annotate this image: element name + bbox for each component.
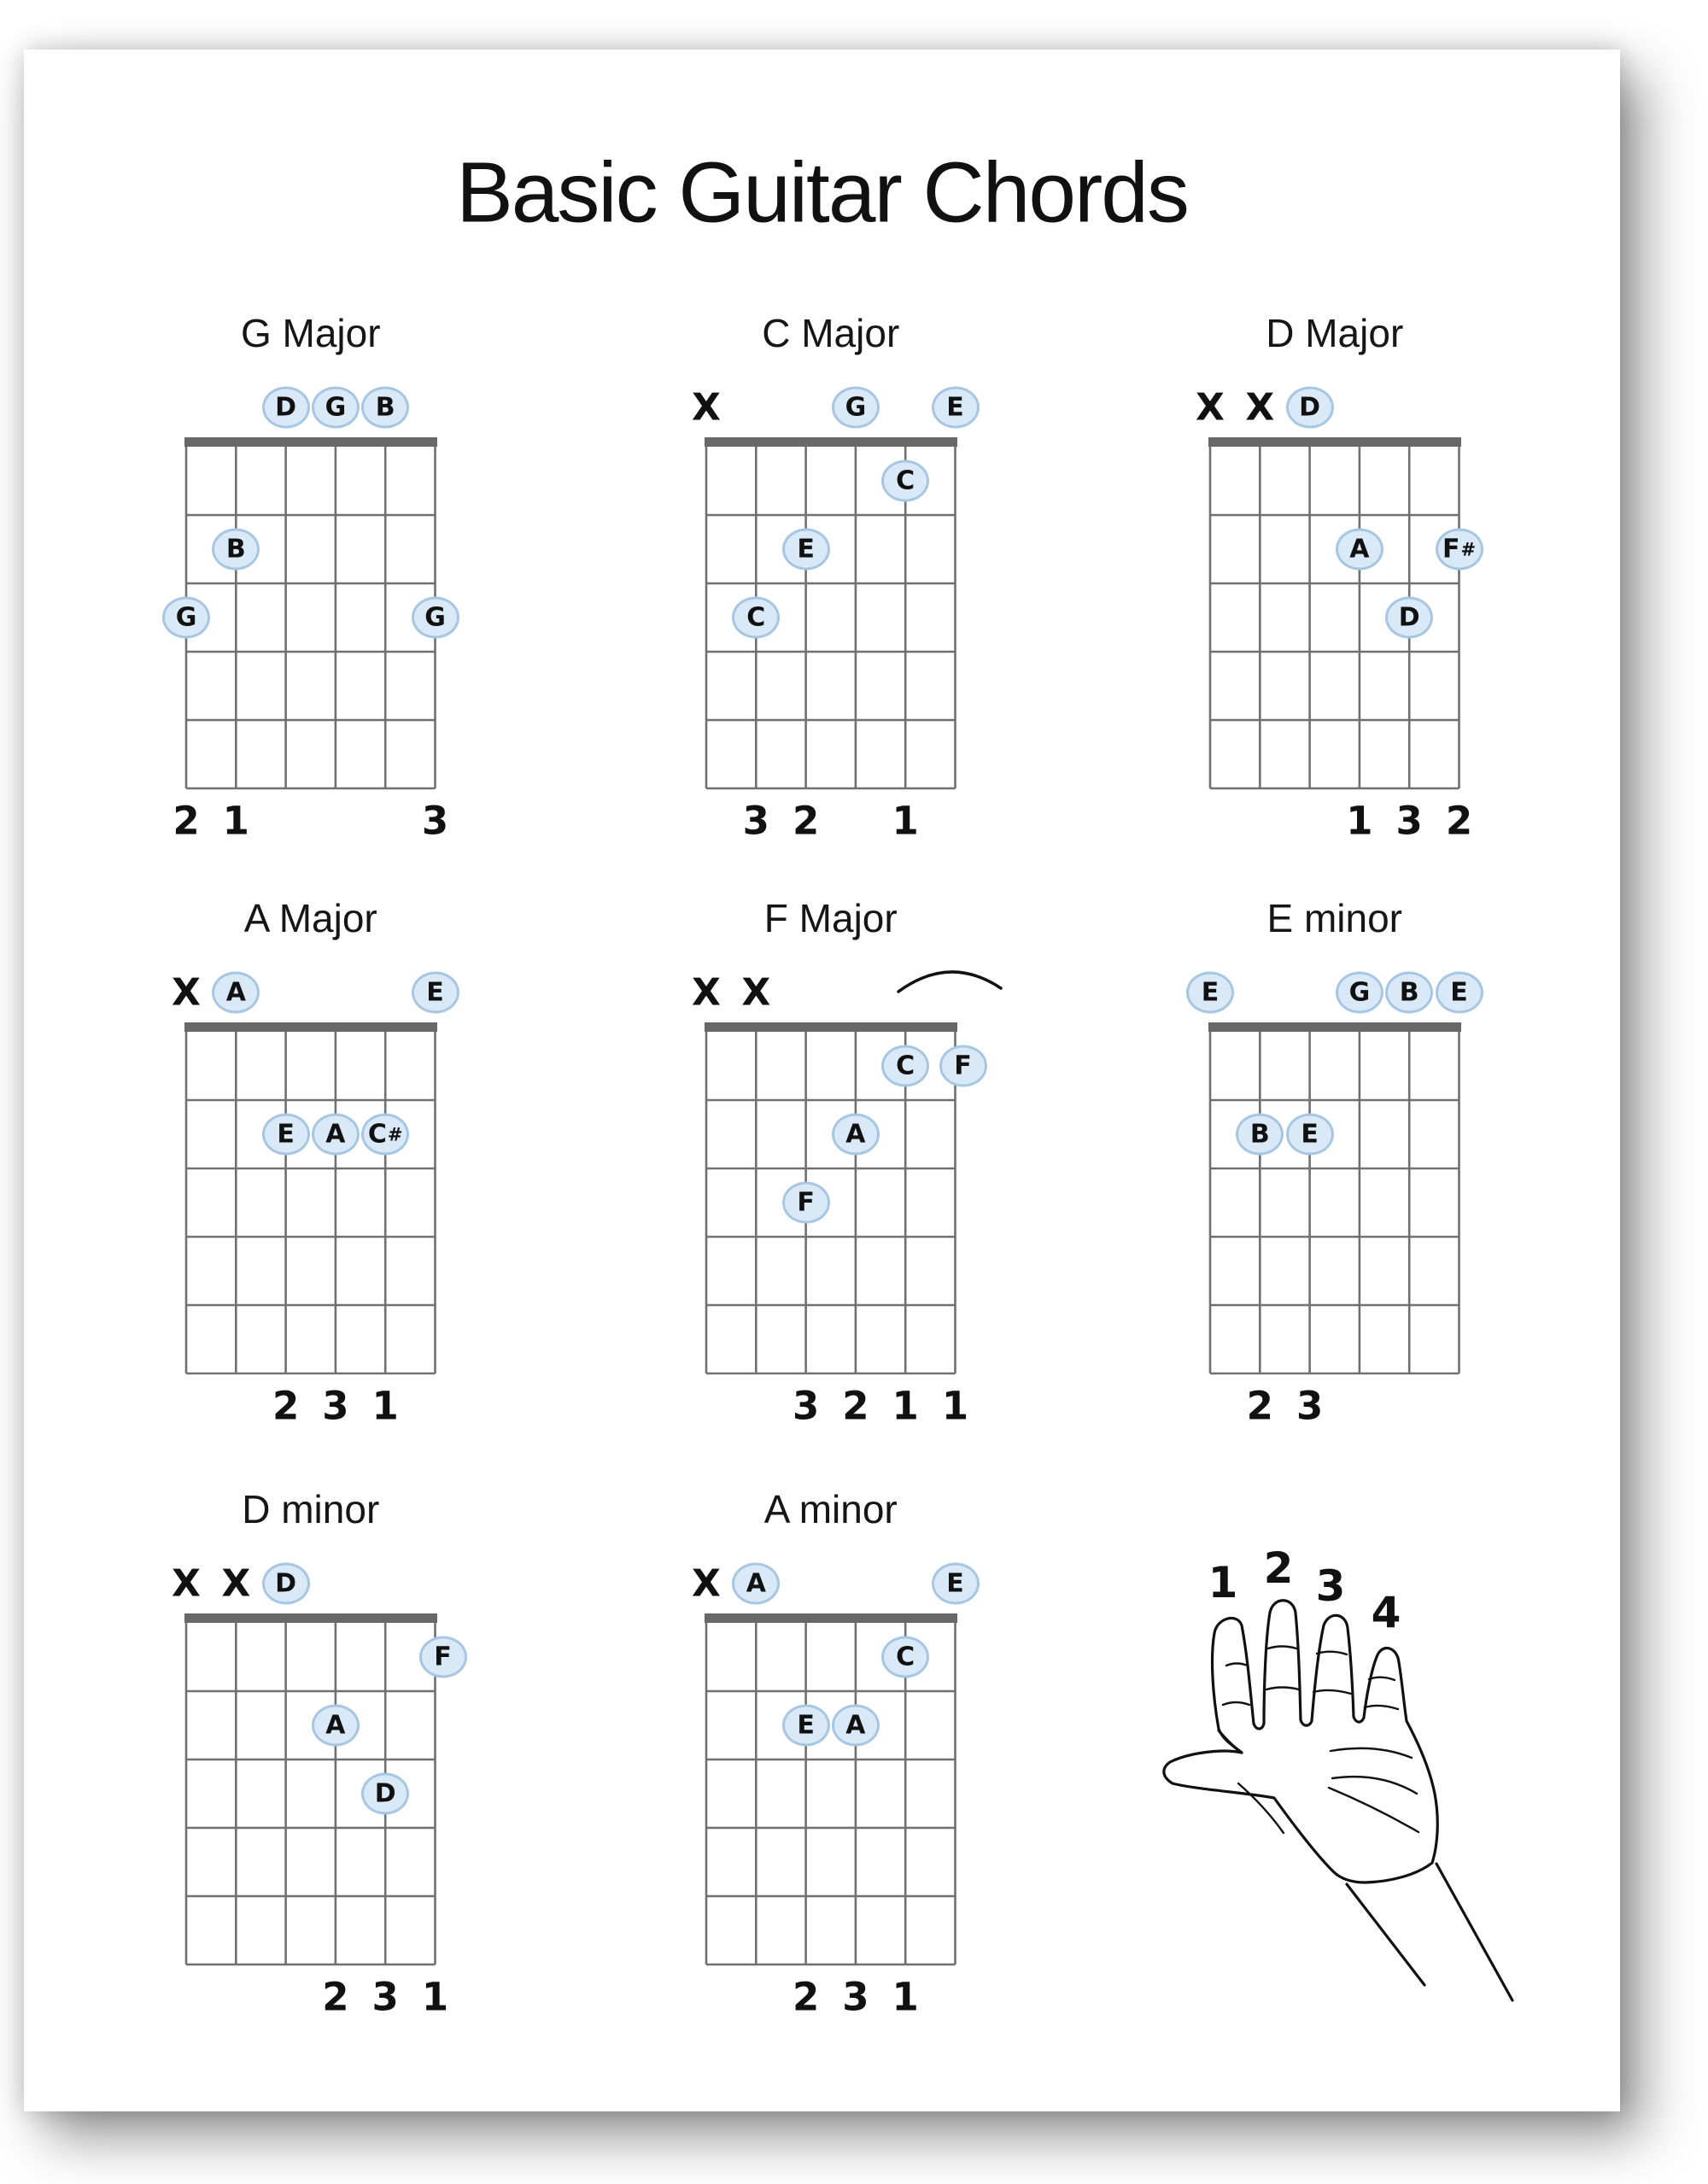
finger-number-label-2: 2 [1263,1543,1294,1593]
open-note-circle: D [1286,387,1334,429]
fretted-note-circle: G [162,597,210,639]
finger-number-label-1: 1 [1208,1558,1238,1607]
open-note-circle: A [732,1563,780,1605]
fret-grid [184,1022,437,1376]
fretted-note-circle: B [1236,1114,1284,1156]
fretted-note-circle: A [832,1114,880,1156]
muted-string-x: X [692,1561,721,1606]
chord-title: G Major [240,311,381,355]
fretted-note-circle: C [732,597,780,639]
open-note-circle: G [312,387,360,429]
muted-string-x: X [221,1561,251,1606]
finger-number: 3 [742,798,769,844]
open-note-circle: E [932,1563,980,1605]
finger-number: 2 [792,798,820,844]
muted-string-x: X [172,1561,201,1606]
open-note-circle: E [412,972,459,1014]
fret-grid-svg [1208,1022,1461,1376]
fretted-note-circle: A [312,1114,360,1156]
muted-string-x: X [172,970,201,1015]
fretted-note-circle: D [1385,597,1433,639]
open-note-circle: E [932,387,980,429]
fretted-note-circle: F # [1436,529,1483,571]
finger-number: 1 [421,1974,449,2020]
fretted-note-circle: D [361,1773,409,1815]
fretted-note-circle: C [881,460,929,502]
chord-title: D minor [242,1487,380,1531]
finger-number: 2 [1246,1383,1273,1429]
open-note-circle: G [1336,972,1383,1014]
fretted-note-circle: F [419,1637,467,1678]
finger-number: 1 [222,798,249,844]
finger-number: 1 [892,1383,919,1429]
barre-arc [895,952,1006,997]
finger-number: 1 [941,1383,969,1429]
finger-number: 3 [421,798,449,844]
finger-number: 2 [842,1383,869,1429]
muted-string-x: X [692,385,721,430]
finger-number: 1 [892,798,919,844]
fretted-note-circle: C [881,1045,929,1087]
fretted-note-circle: G [412,597,459,639]
fretted-note-circle: A [832,1705,880,1747]
fret-grid [1208,1022,1461,1376]
open-note-circle: B [1385,972,1433,1014]
chord-title: A Major [243,896,377,940]
fret-grid [184,437,437,791]
muted-string-x: X [1245,385,1275,430]
finger-number: 3 [842,1974,869,2020]
finger-number-label-4: 4 [1371,1588,1401,1637]
chord-title: E minor [1266,896,1402,940]
muted-string-x: X [692,970,721,1015]
hand-outline-drawing [1136,1537,1563,2093]
fretted-note-circle: C # [361,1114,409,1156]
fretted-note-circle: F [939,1045,987,1087]
page-title: Basic Guitar Chords [456,144,1188,241]
open-note-circle: A [212,972,260,1014]
muted-string-x: X [1196,385,1225,430]
fret-grid-svg [184,1022,437,1376]
finger-number: 3 [322,1383,349,1429]
page [24,50,1620,2111]
open-note-circle: E [1186,972,1234,1014]
finger-number-label-3: 3 [1315,1561,1346,1611]
barre-arc-svg [895,952,1006,997]
finger-number: 2 [322,1974,349,2020]
chord-title: D Major [1266,311,1404,355]
open-note-circle: B [361,387,409,429]
open-note-circle: G [832,387,880,429]
finger-number: 3 [1296,1383,1324,1429]
open-note-circle: D [262,1563,310,1605]
chord-title: F Major [763,896,898,940]
finger-number: 3 [371,1974,399,2020]
finger-number: 1 [371,1383,399,1429]
fretted-note-circle: A [1336,529,1383,571]
fretted-note-circle: B [212,529,260,571]
finger-number: 2 [1445,798,1473,844]
finger-number: 3 [1395,798,1423,844]
fretted-note-circle: C [881,1637,929,1678]
fretted-note-circle: E [262,1114,310,1156]
fretted-note-circle: E [1286,1114,1334,1156]
chord-title: C Major [762,311,900,355]
finger-number: 1 [1346,798,1373,844]
fretted-note-circle: F [782,1182,830,1224]
chord-title: A minor [763,1487,898,1531]
open-note-circle: D [262,387,310,429]
fret-grid-svg [184,437,437,791]
muted-string-x: X [741,970,771,1015]
finger-number: 2 [792,1974,820,2020]
fretted-note-circle: E [782,529,830,571]
hand-diagram [1136,1537,1563,2093]
finger-number: 3 [792,1383,820,1429]
open-note-circle: E [1436,972,1483,1014]
finger-number: 2 [173,798,200,844]
finger-number: 1 [892,1974,919,2020]
fretted-note-circle: E [782,1705,830,1747]
fretted-note-circle: A [312,1705,360,1747]
finger-number: 2 [272,1383,300,1429]
